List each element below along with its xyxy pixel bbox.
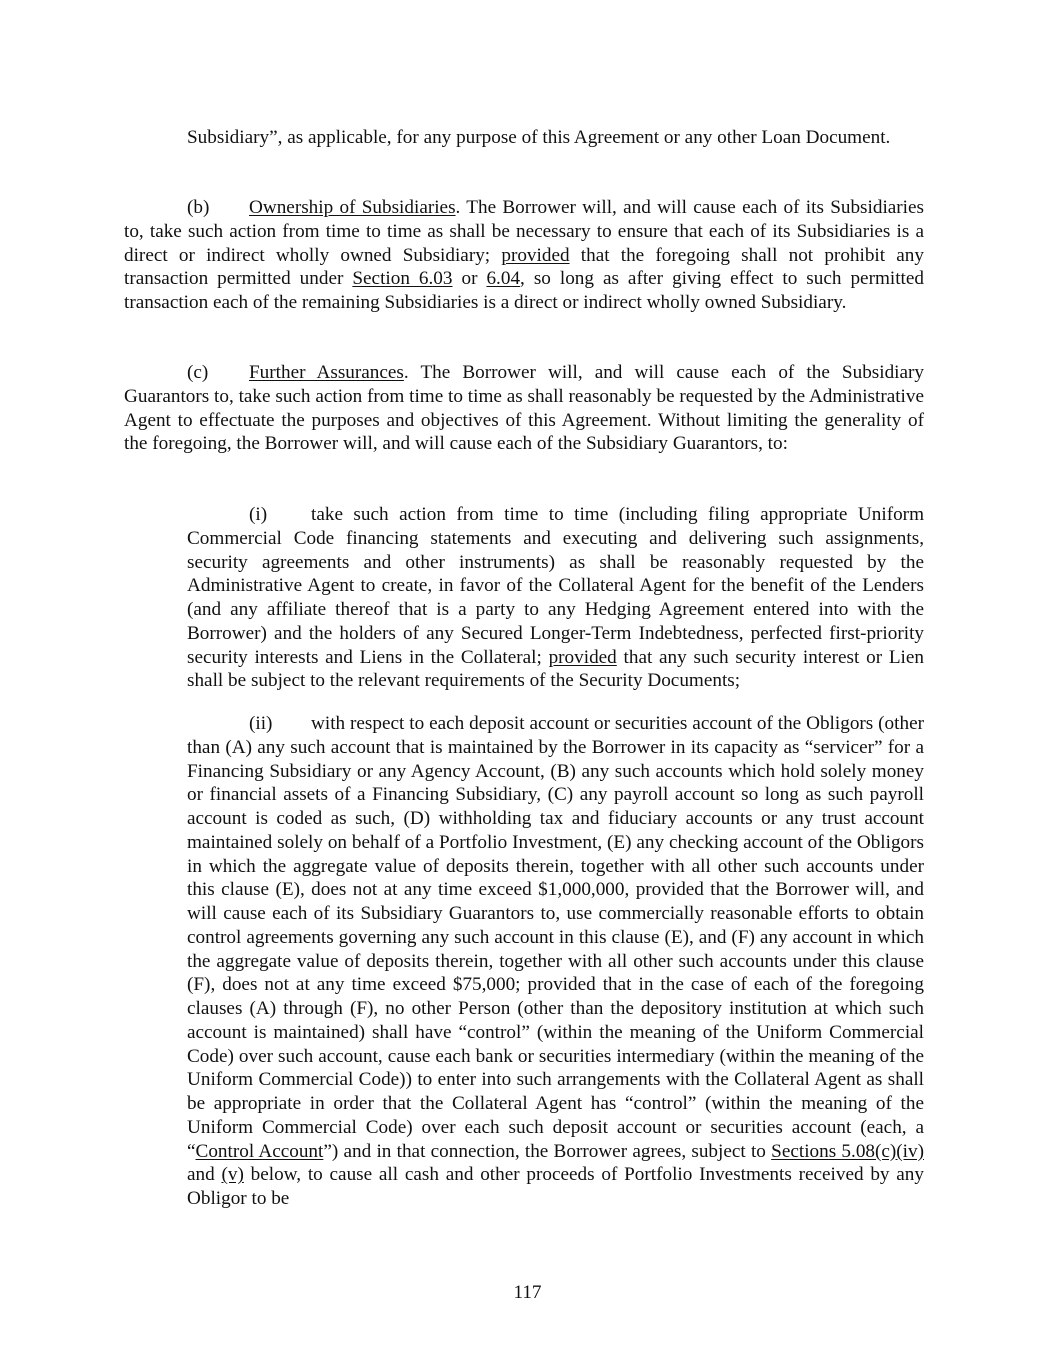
section-c-label: (c) [187,362,209,383]
continuation-paragraph [187,126,924,150]
section-c-text: . The Borrower will, and will cause each of the Subsidiary Guarantors to, take such action from time to time as shall reasonably be requested by the Administrative Agent to effectuate the purposes and objectives of this Agreement. Without limiting the generality of the foregoing, the Borrower will, and will cause each of the Subsidiary Guarantors, to: [124,362,925,455]
section-b-heading: Ownership of Subsidiaries [249,197,456,218]
clause-ii-text-1: with respect to each deposit account or securities account of the Obligors (other than (A) any such account that is maintained by the Borrower in its capacity as “servicer” for a Financing Subsidiary or any Agency Account, (B) any such accounts which hold solely money or financial assets of a Financing Subsidiary, (C) any payroll account so long as such payroll account is coded as such, (D) withholding tax and fiduciary accounts or any trust account maintained solely on behalf of a Portfolio Investment, (E) any checking account of the Obligors in which the aggregate value of deposits therein, together with all other such accounts under this clause (E), does not at any time exceed $1,000,000, provided that the Borrower will, and will cause each of its Subsidiary Guarantors to, use commercially reasonable efforts to obtain control agreements governing any such account in this clause (E), and (F) any account in which the aggregate value of deposits therein, together with all other such accounts under this clause (F), does not at any time exceed $75,000; provided that in the case of each of the foregoing clauses (A) through (F), no other Person (other than the depository institution at which such account is maintained) shall have “control” (within the meaning of the Uniform Commercial Code) over such account, cause each bank or securities intermediary (within the meaning of the Uniform Commercial Code)) to enter into such arrangements with the Collateral Agent as shall be appropriate in order that the Collateral Agent has “control” (within the meaning of the Uniform Commercial Code) over each such deposit account or securities account (each, a “ [187,713,924,1162]
section-b-text-1: . The Borrower will, and will cause each of its Subsidiaries to, take such action from time to time as shall be necessary to ensure that each of its Subsidiaries is a direct or indirect wholly owned Subsidiary; [124,197,924,266]
clause-i-label: (i) [249,504,268,525]
section-b-text-4: , so long as after giving effect to such permitted transaction each of the remaining Subsidiaries is a direct or indirect wholly owned Subsidiary. [124,268,924,313]
clause-ii-text-2: ”) and in that connection, the Borrower agrees, subject to [323,1140,772,1162]
page-number: 117 [513,1282,542,1303]
section-b-paragraph [124,196,924,315]
clause-i-text-1: take such action from time to time (including filing appropriate Uniform Commercial Code financing statements and executing and delivering such assignments, security agreements and other instruments) as shall be reasonably requested by the Administrative Agent to create, in favor of the Collateral Agent for the benefit of the Lenders (and any affiliate thereof that is a party to any Hedging Agreement entered into with the Borrower) and the holders of any Secured Longer-Term Indebtedness, perfected first-priority security interests and Liens in the Collateral; [187,504,924,668]
section-b-ref-section-6-03: Section 6.03 [352,268,453,290]
clause-ii-defined-term: Control Account [195,1140,324,1162]
clause-i-text-2: that any such security interest or Lien shall be subject to the relevant requirements of the Security Documents; [187,646,924,692]
section-b-text-3: or [452,268,487,290]
clause-ii-paragraph [187,712,924,1211]
clause-ii-ref-sections: Sections 5.08(c)(iv) [771,1140,924,1162]
clause-ii-label: (ii) [249,713,273,734]
section-b-text-2: that the foregoing shall not prohibit any transaction permitted under [124,244,924,290]
continuation-text: Subsidiary”, as applicable, for any purpose of this Agreement or any other Loan Document. [187,127,891,148]
clause-i-paragraph [187,503,924,693]
section-c-paragraph [124,361,924,456]
clause-ii-text-3: and [187,1164,222,1186]
clause-i-provided: provided [548,646,617,668]
section-b-label: (b) [187,197,210,218]
clause-ii-ref-v: (v) [221,1164,244,1186]
section-b-provided: provided [501,244,570,266]
clause-ii-text-4: below, to cause all cash and other proceeds of Portfolio Investments received by any Obligor to be [187,1164,924,1209]
section-b-ref-6-04: 6.04 [486,268,521,290]
section-c-heading: Further Assurances [249,362,404,383]
